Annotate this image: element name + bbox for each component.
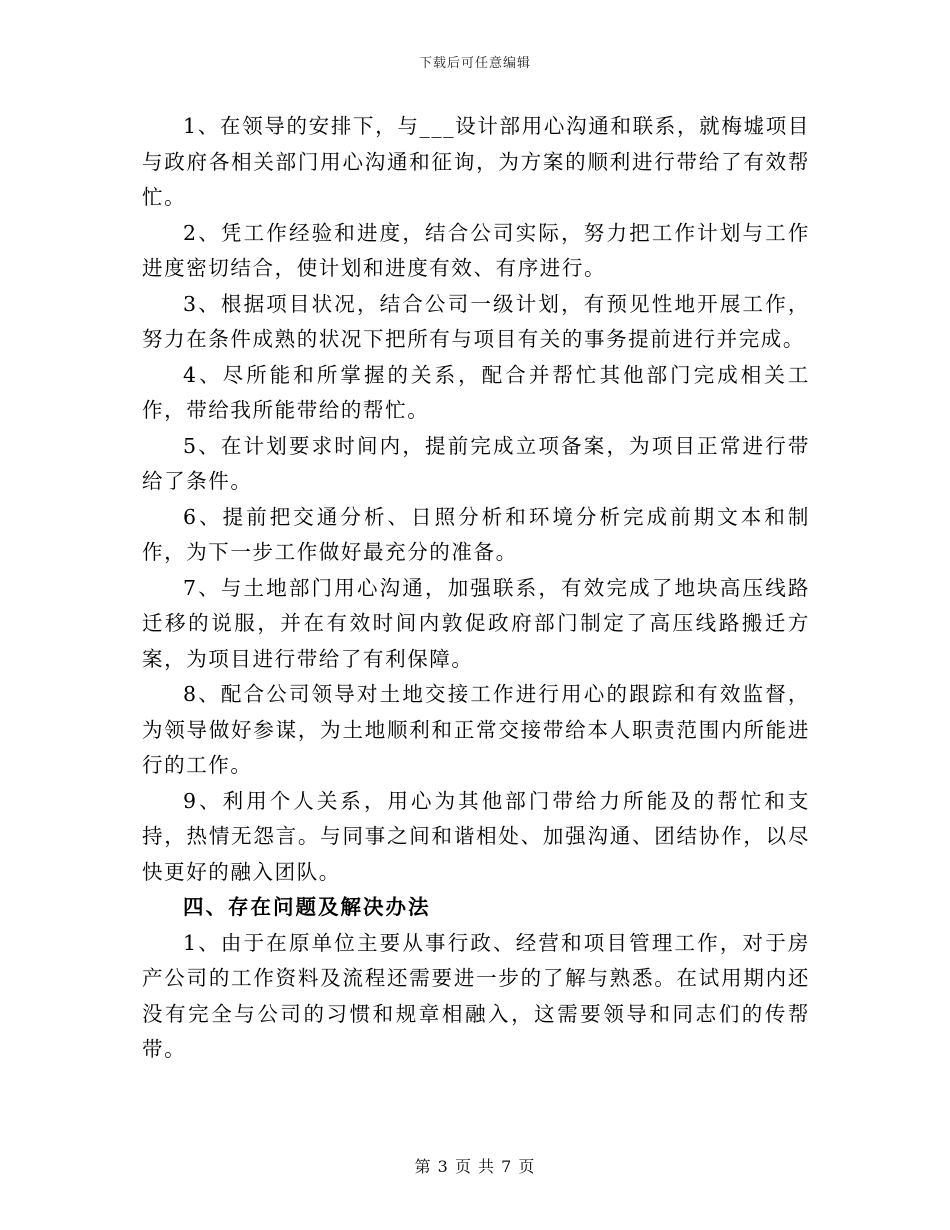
list-item: 5、在计划要求时间内，提前完成立项备案，为项目正常进行带给了条件。	[142, 433, 810, 493]
list-item: 6、提前把交通分析、日照分析和环境分析完成前期文本和制作，为下一步工作做好最充分的准备。	[142, 504, 810, 564]
document-body	[142, 109, 810, 1068]
list-item: 3、根据项目状况，结合公司一级计划，有预见性地开展工作，努力在条件成熟的状况下把所有与项目有关的事务提前进行并完成。	[142, 291, 810, 351]
section-paragraph: 1、由于在原单位主要从事行政、经营和项目管理工作，对于房产公司的工作资料及流程还需要进一步的了解与熟悉。在试用期内还没有完全与公司的习惯和规章相融入，这需要领导和同志们的传帮带。	[142, 930, 810, 1061]
list-item: 2、凭工作经验和进度，结合公司实际，努力把工作计划与工作进度密切结合，使计划和进度有效、有序进行。	[142, 220, 810, 280]
list-item: 1、在领导的安排下，与___设计部用心沟通和联系，就梅墟项目与政府各相关部门用心沟通和征询，为方案的顺利进行带给了有效帮忙。	[142, 114, 810, 209]
list-item: 7、与土地部门用心沟通，加强联系，有效完成了地块高压线路迁移的说服，并在有效时间内敦促政府部门制定了高压线路搬迁方案，为项目进行带给了有利保障。	[142, 575, 810, 671]
list-item: 8、配合公司领导对土地交接工作进行用心的跟踪和有效监督，为领导做好参谋，为土地顺利和正常交接带给本人职责范围内所能进行的工作。	[142, 682, 810, 777]
section-heading: 四、存在问题及解决办法	[183, 895, 431, 919]
list-item: 9、利用个人关系，用心为其他部门带给力所能及的帮忙和支持，热情无怨言。与同事之间和谐相处、加强沟通、团结协作，以尽快更好的融入团队。	[142, 788, 810, 884]
page-header: 下载后可任意编辑	[418, 56, 531, 71]
list-item: 4、尽所能和所掌握的关系，配合并帮忙其他部门完成相关工作，带给我所能带给的帮忙。	[142, 362, 810, 422]
page-footer: 第 3 页 共 7 页	[414, 1157, 536, 1176]
